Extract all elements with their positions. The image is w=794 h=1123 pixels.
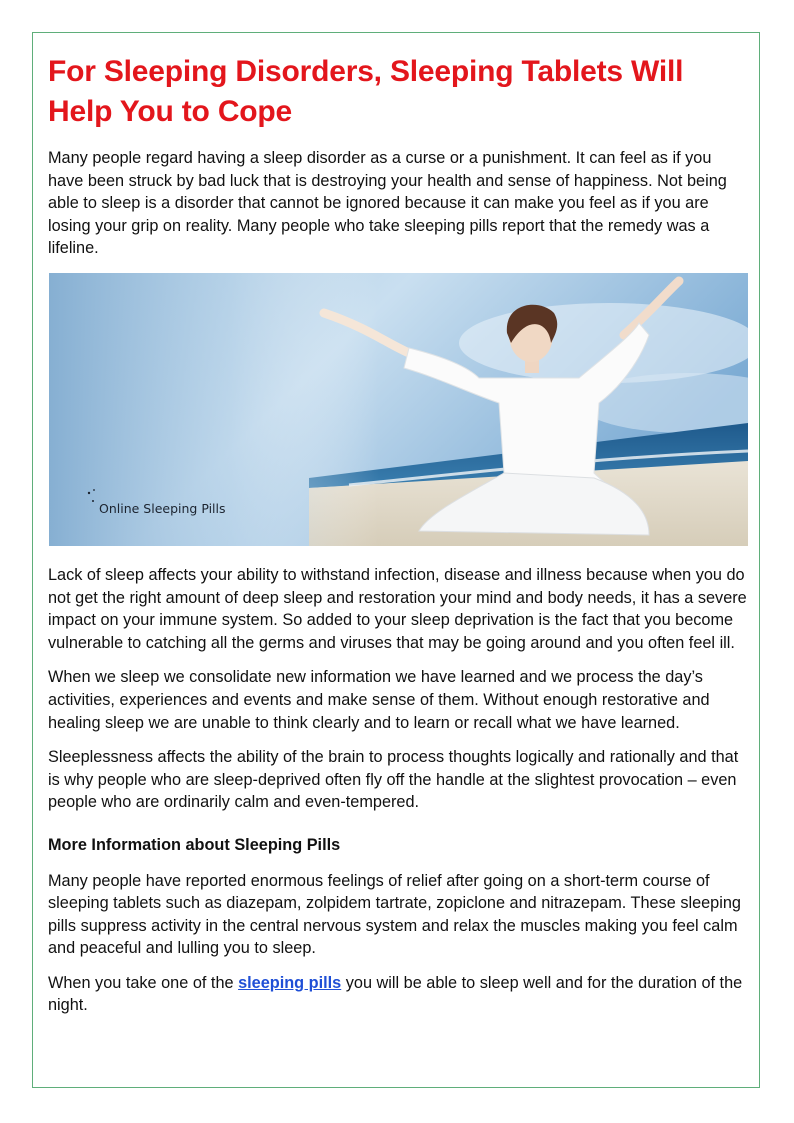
closing-paragraph: [48, 972, 748, 1017]
crescent-moon-icon: [63, 487, 97, 527]
closing-text-after: you will be able to sleep well and for the duration of the night.: [48, 973, 743, 1015]
article: [48, 52, 748, 1029]
closing-text-before: When you take one of the: [48, 973, 239, 992]
body-paragraph: Sleeplessness affects the ability of the brain to process thoughts logically and rationally and that is why people who are sleep-deprived often fly off the handle at the slightest provocation – even people who are ordinarily calm and even-tempered.: [48, 748, 739, 812]
intro-paragraph: Many people regard having a sleep disorder as a curse or a punishment. It can feel as if you have been struck by bad luck that is destroying your health and sense of happiness. Not being able to sleep is a disorder that cannot be ignored because it can make you feel as if you are losing your grip on reality. Many people who take sleeping pills report that the remedy was a lifeline.: [48, 149, 727, 258]
logo-text: Online Sleeping Pills: [99, 501, 226, 517]
hero-image: [49, 273, 748, 546]
page-title: For Sleeping Disorders, Sleeping Tablets Will Help You to Cope: [48, 55, 684, 128]
body-paragraph: When we sleep we consolidate new information we have learned and we process the day’s activities, experiences and events and make sense of them. Without enough restorative and healing sleep we are unable to think clearly and to learn or recall what we have learned.: [48, 668, 710, 732]
info-paragraph: Many people have reported enormous feelings of relief after going on a short-term course of sleeping tablets such as diazepam, zolpidem tartrate, zopiclone and nitrazepam. These sleeping pills suppress activity in the central nervous system and relax the muscles making you feel calm and peaceful and lulling you to sleep.: [48, 871, 741, 958]
sleeping-pills-link[interactable]: sleeping pills: [238, 973, 342, 992]
body-paragraph: Lack of sleep affects your ability to withstand infection, disease and illness because when you do not get the right amount of deep sleep and restoration your mind and body needs, it has a severe impact on your immune system. So added to your sleep deprivation is the fact that you become vulnerable to catching all the germs and viruses that may be going around and you often feel ill.: [48, 565, 747, 652]
section-heading: More Information about Sleeping Pills: [48, 835, 341, 854]
logo: [63, 485, 226, 529]
